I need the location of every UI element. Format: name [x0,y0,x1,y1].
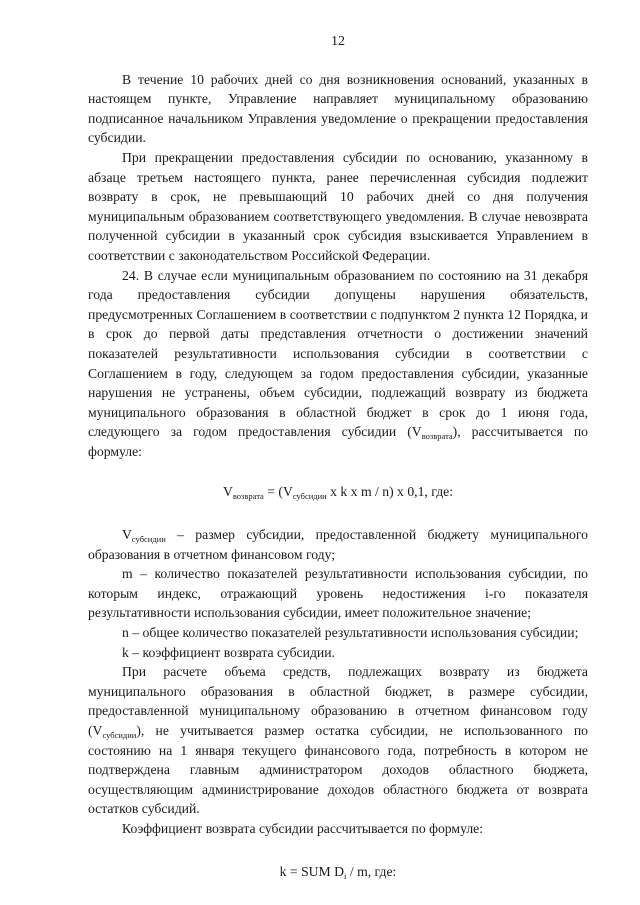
formula-rest: x k x m / n) x 0,1, где: [326,484,454,500]
definition-v: V [122,527,132,543]
formula-v: V [222,484,233,500]
formula-k-subscript: i [344,870,347,881]
definition-m: m – количество показателей результативности использования субсидии, по которым индекс, отражающий уровень недостижения i-го показателя результативности использования субсидии, имеет положительное значение; [88,566,588,621]
paragraph-24 [88,266,588,462]
formula-coefficient [88,862,588,882]
paragraph-calculation-subscript: субсидии [102,730,137,740]
document-page [88,32,588,881]
paragraph-calculation-text: При расчете объема средств, подлежащих возврату из бюджета муниципального образования в областной бюджет, в размере субсидии, предоставленной муниципальному образованию в отчетном финансовом году (V [88,664,588,738]
page-number: 12 [331,34,345,49]
paragraph-calculation [88,662,588,819]
formula-k-lhs: k = SUM D [279,863,345,879]
formula-refund-volume [88,482,588,502]
paragraph-notice: В течение 10 рабочих дней со дня возникновения оснований, указанных в настоящем пункте, Управление направляет муниципальному образованию подписанное начальником Управления уведомление о прекращении предоставления субсидии. [88,71,588,146]
definition-n: n – общее количество показателей результативности использования субсидии; [122,625,579,641]
formula-eq-open: = (V [263,484,293,500]
formula-v-subscript: возврата [232,491,264,502]
paragraph-24-subscript: возврата [421,431,453,442]
definition-v-text: – размер субсидии, предоставленной бюджету муниципального образования в отчетном финансовом году; [88,527,588,562]
paragraph-24-text: 24. В случае если муниципальным образованием по состоянию на 31 декабря года предоставления субсидии допущены нарушения обязательств, предусмотренных Соглашением в соответствии с подпунктом 2 пункта 12 Порядка, и в срок до первой даты представления отчетности о достижении значений показателей результативности использования субсидии в соответствии с Соглашением в году, следующем за годом предоставления субсидии, указанные нарушения не устранены, объем субсидии, подлежащий возврату из бюджета муниципального образования в областной бюджет в срок до 1 июня года, следующего за годом предоставления субсидии (V [88,267,588,440]
paragraph-24-tail: ), рассчитывается по формуле: [88,424,588,459]
formula-s-subscript: субсидии [292,491,327,502]
definition-v-subsidy [88,525,588,564]
definition-k: k – коэффициент возврата субсидии. [122,644,335,660]
paragraph-coefficient: Коэффициент возврата субсидии рассчитывается по формуле: [122,820,484,836]
paragraph-calculation-tail: ), не учитывается размер остатка субсидии, не использованного по состоянию на 1 января текущего финансового года, потребность в котором не подтверждена главным администратором доходов областного бюджета, осуществляющим администрирование доходов областного бюджета от возврата остатков субсидий. [88,723,588,817]
definition-v-subscript: субсидии [131,534,166,545]
formula-k-rest: / m, где: [346,863,397,879]
paragraph-refund: При прекращении предоставления субсидии по основанию, указанному в абзаце третьем настоящего пункта, ранее перечисленная субсидия подлежит возврату в срок, не превышающий 10 рабочих дней со дня получения муниципальным образованием соответствующего уведомления. В случае невозврата полученной субсидии в указанный срок субсидия взыскивается Управлением в соответствии с законодательством Российской Федерации. [88,149,588,263]
